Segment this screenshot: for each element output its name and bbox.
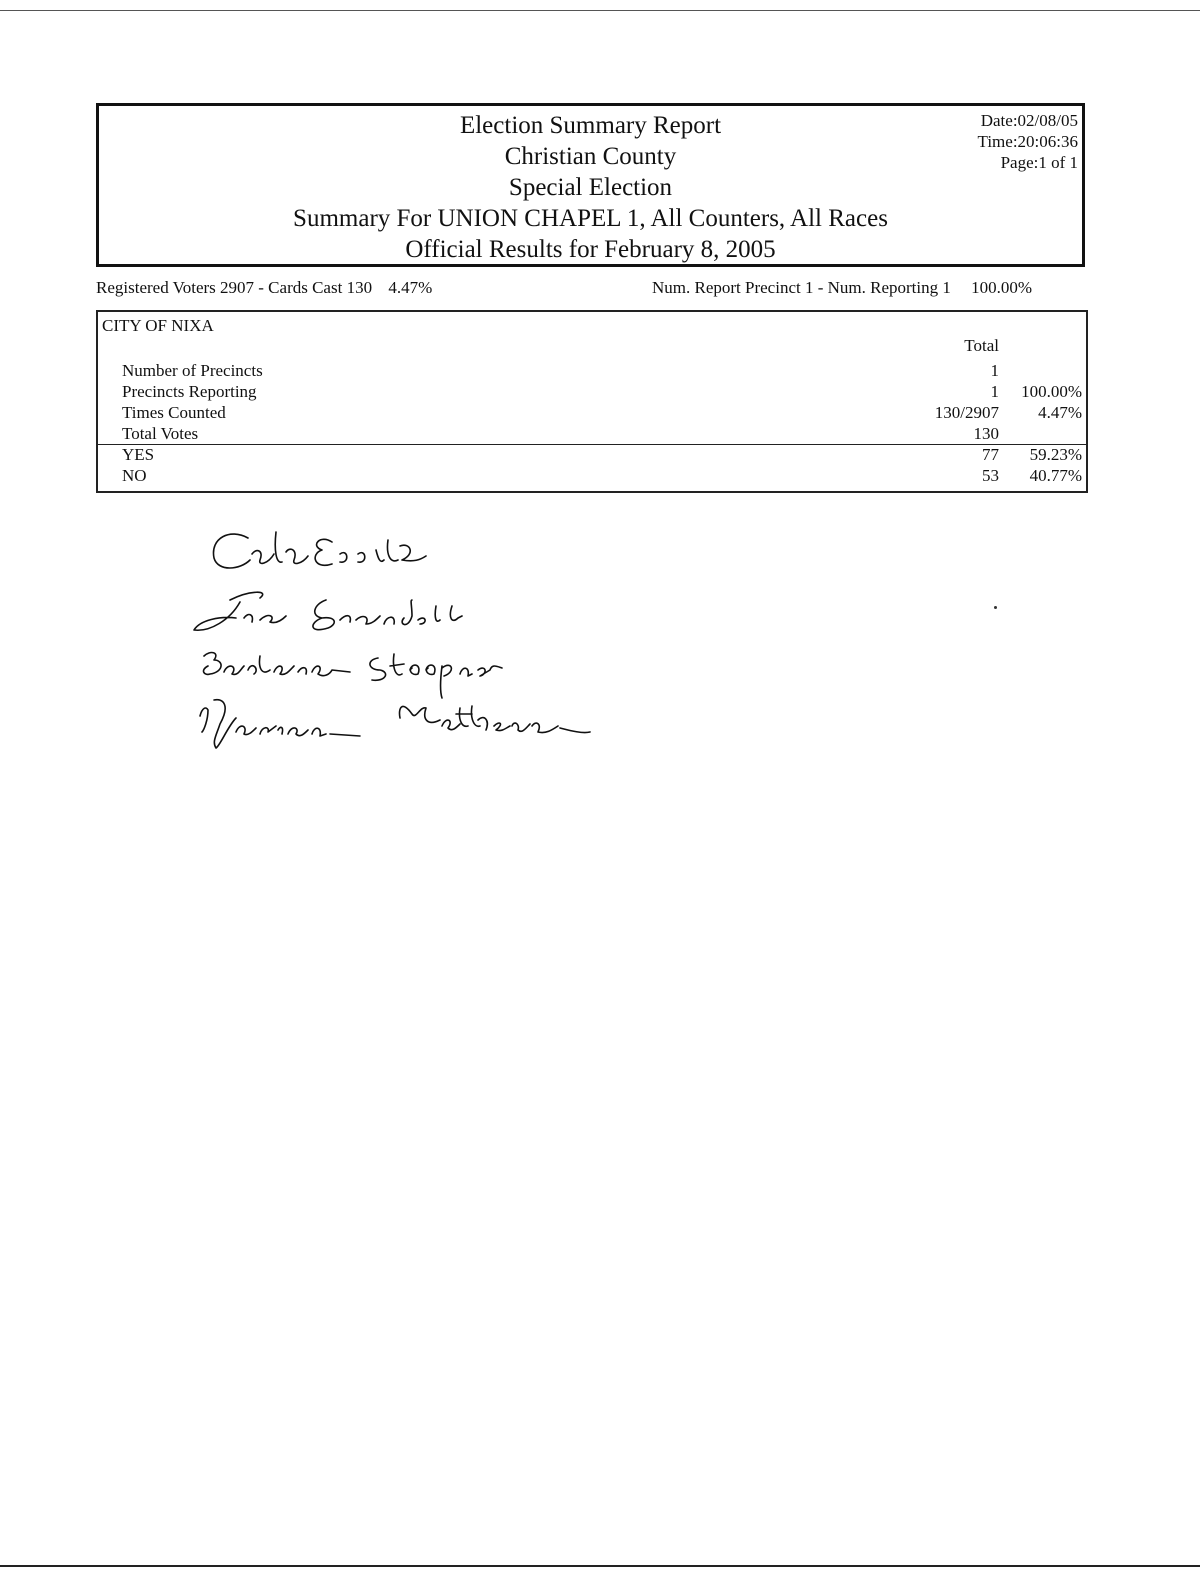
report-date: Date:02/08/05	[980, 111, 1078, 130]
table-row	[98, 360, 1086, 381]
row-label: Total Votes	[122, 424, 199, 443]
election-type: Special Election	[508, 174, 673, 201]
choice-row-yes	[98, 444, 1086, 465]
row-label: Precincts Reporting	[122, 382, 257, 401]
official-results: Official Results for February 8, 2005	[405, 236, 776, 263]
header-titles	[99, 110, 1082, 265]
signature-3	[204, 653, 502, 698]
registered-voters-line	[96, 278, 432, 298]
table-row	[98, 423, 1086, 444]
choice-percent: 40.77%	[1029, 466, 1082, 485]
choice-label: YES	[122, 445, 155, 464]
report-header	[96, 103, 1085, 267]
row-label: Times Counted	[122, 403, 226, 422]
reporting-percentage: 100.00%	[971, 278, 1033, 297]
signatures-image	[190, 520, 610, 760]
row-value: 130/2907	[934, 403, 999, 422]
cast-percentage: 4.47%	[388, 278, 433, 297]
scan-edge-top	[0, 10, 1200, 11]
choice-label: NO	[122, 466, 147, 485]
choice-row-no	[98, 465, 1086, 486]
precinct-report: Num. Report Precinct 1 - Num. Reporting 1	[652, 278, 951, 297]
table-row	[98, 381, 1086, 402]
registered-voters: Registered Voters 2907 - Cards Cast 130	[96, 278, 373, 297]
row-percent: 4.47%	[1038, 403, 1082, 422]
report-title: Election Summary Report	[459, 112, 722, 139]
signature-2	[194, 592, 462, 630]
table-row	[98, 402, 1086, 423]
choice-votes: 53	[982, 466, 999, 485]
row-label: Number of Precincts	[122, 361, 263, 380]
row-value: 130	[973, 424, 999, 443]
row-value: 1	[990, 361, 999, 380]
race-results-table	[96, 310, 1088, 493]
choice-votes: 77	[982, 445, 999, 464]
scan-edge-bottom	[0, 1565, 1200, 1567]
page-number: Page:1 of 1	[1000, 153, 1078, 172]
summary-for: Summary For UNION CHAPEL 1, All Counters, All Races	[293, 205, 888, 232]
race-name: CITY OF NIXA	[102, 316, 214, 335]
row-value: 1	[990, 382, 999, 401]
signature-1	[213, 532, 426, 568]
row-percent: 100.00%	[1021, 382, 1082, 401]
signature-block	[190, 520, 610, 760]
stray-mark	[994, 606, 997, 609]
column-header-total: Total	[964, 336, 999, 355]
report-time: Time:20:06:36	[977, 132, 1078, 151]
report-meta	[978, 110, 1078, 173]
precinct-report-line	[652, 278, 1032, 298]
county-name: Christian County	[504, 143, 677, 170]
choice-percent: 59.23%	[1029, 445, 1082, 464]
signature-4	[200, 700, 590, 748]
